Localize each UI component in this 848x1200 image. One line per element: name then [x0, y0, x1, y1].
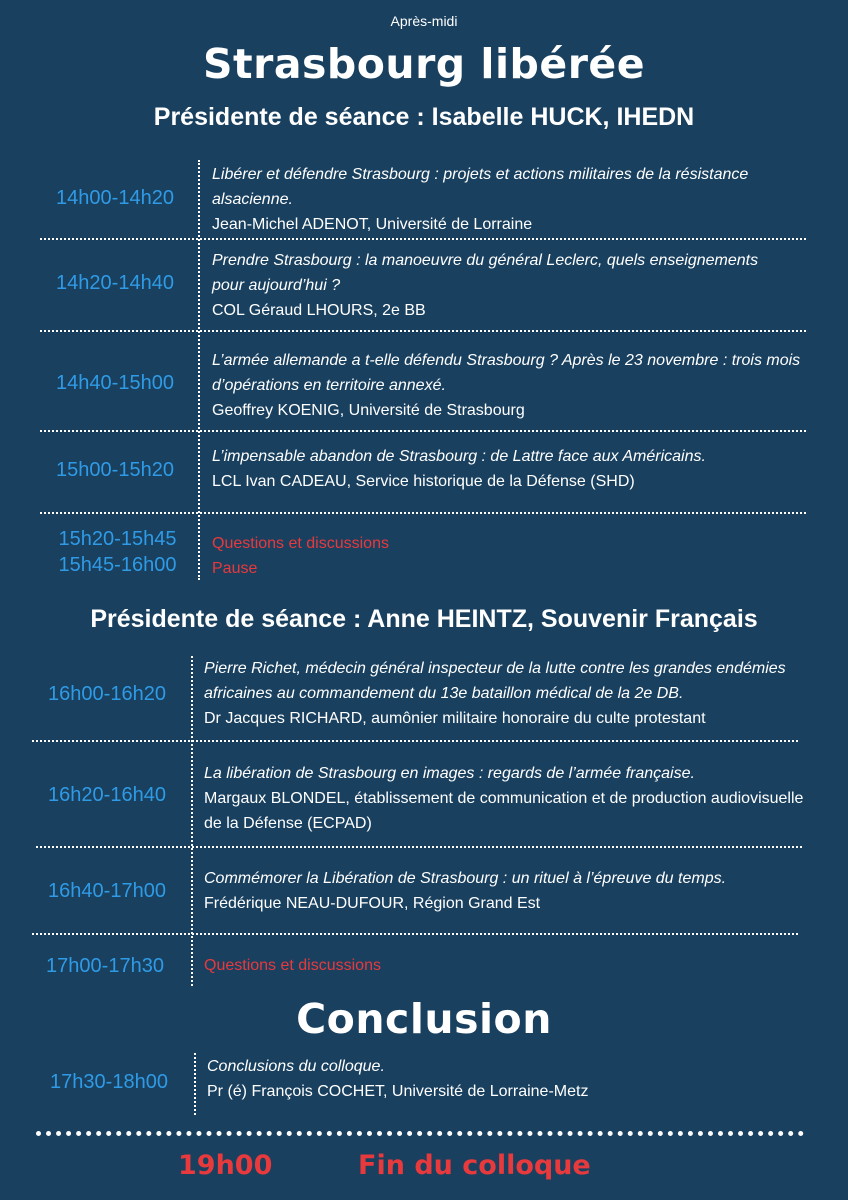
session-chair-2: Présidente de séance : Anne HEINTZ, Souvenir Français: [90, 605, 758, 633]
talk-item: [207, 1054, 807, 1104]
talk-speaker: LCL Ivan CADEAU, Service historique de la Défense (SHD): [212, 473, 635, 490]
talk-title: La libération de Strasbourg en images : regards de l’armée française.: [204, 765, 695, 782]
pause-time: 15h45-16h00: [58, 554, 177, 576]
talk-item: [212, 162, 812, 237]
row-separator: [32, 740, 798, 742]
row-separator: [40, 330, 806, 332]
talk-speaker: Jean-Michel ADENOT, Université de Lorraine: [212, 216, 533, 233]
talk-item: [212, 248, 772, 323]
conclusion-divider: [194, 1053, 196, 1115]
talk-title: Commémorer la Libération de Strasbourg : un rituel à l’épreuve du temps.: [204, 870, 727, 887]
questions-label: Questions et discussions: [204, 957, 381, 974]
talk-item: [204, 761, 804, 836]
talk-speaker: Margaux BLONDEL, établissement de communication et de production audiovisuelle de la Défense (ECPAD): [204, 790, 804, 832]
talk-title: Libérer et défendre Strasbourg : projets et actions militaires de la résistance alsacienne.: [212, 166, 749, 208]
talk-speaker: COL Géraud LHOURS, 2e BB: [212, 302, 426, 319]
talk-title: L’armée allemande a t-elle défendu Strasbourg ? Après le 23 novembre : trois mois d’opérations en territoire annexé.: [212, 352, 801, 394]
session1-divider: [198, 160, 200, 580]
footer-separator: [36, 1131, 804, 1136]
talk-time: 15h00-15h20: [56, 459, 174, 481]
talk-time: 16h00-16h20: [48, 683, 166, 705]
talk-speaker: Pr (é) François COCHET, Université de Lorraine-Metz: [207, 1083, 589, 1100]
end-time: 19h00: [178, 1150, 273, 1181]
talk-speaker: Frédérique NEAU-DUFOUR, Région Grand Est: [204, 895, 541, 912]
talk-speaker: Geoffrey KOENIG, Université de Strasbourg: [212, 402, 525, 419]
row-separator: [40, 238, 806, 240]
session-kicker: Après-midi: [390, 13, 458, 29]
talk-title: Pierre Richet, médecin général inspecteur de la lutte contre les grandes endémies africaines au commandement du 13e bataillon médical de la 2e DB.: [204, 660, 786, 702]
talk-time: 14h20-14h40: [56, 272, 174, 294]
talk-time: 16h40-17h00: [48, 880, 166, 902]
conclusion-heading: Conclusion: [296, 995, 552, 1043]
talk-item: [212, 444, 822, 494]
row-separator: [36, 846, 802, 848]
pause-label: Pause: [212, 560, 258, 577]
talk-item: [204, 656, 846, 731]
row-separator: [40, 512, 806, 514]
questions-label: Questions et discussions: [212, 535, 389, 552]
talk-speaker: Dr Jacques RICHARD, aumônier militaire honoraire du culte protestant: [204, 710, 706, 727]
talk-time: 14h00-14h20: [56, 187, 174, 209]
session2-divider: [191, 656, 193, 986]
talk-time: 17h30-18h00: [50, 1071, 168, 1093]
talk-title: Conclusions du colloque.: [207, 1058, 385, 1075]
end-label: Fin du colloque: [358, 1150, 591, 1181]
talk-title: L’impensable abandon de Strasbourg : de Lattre face aux Américains.: [212, 448, 706, 465]
session-chair-1: Présidente de séance : Isabelle HUCK, IHEDN: [153, 103, 695, 131]
break-time: 15h20-15h45: [58, 528, 177, 550]
talk-item: [204, 866, 834, 916]
talk-time: 16h20-16h40: [48, 784, 166, 806]
row-separator: [40, 430, 806, 432]
talk-time: 14h40-15h00: [56, 372, 174, 394]
page-title: Strasbourg libérée: [202, 40, 646, 88]
row-separator: [32, 933, 798, 935]
break-time: 17h00-17h30: [46, 955, 164, 977]
talk-item: [212, 348, 822, 423]
talk-title: Prendre Strasbourg : la manoeuvre du général Leclerc, quels enseignements pour aujourd’hui ?: [212, 252, 759, 294]
